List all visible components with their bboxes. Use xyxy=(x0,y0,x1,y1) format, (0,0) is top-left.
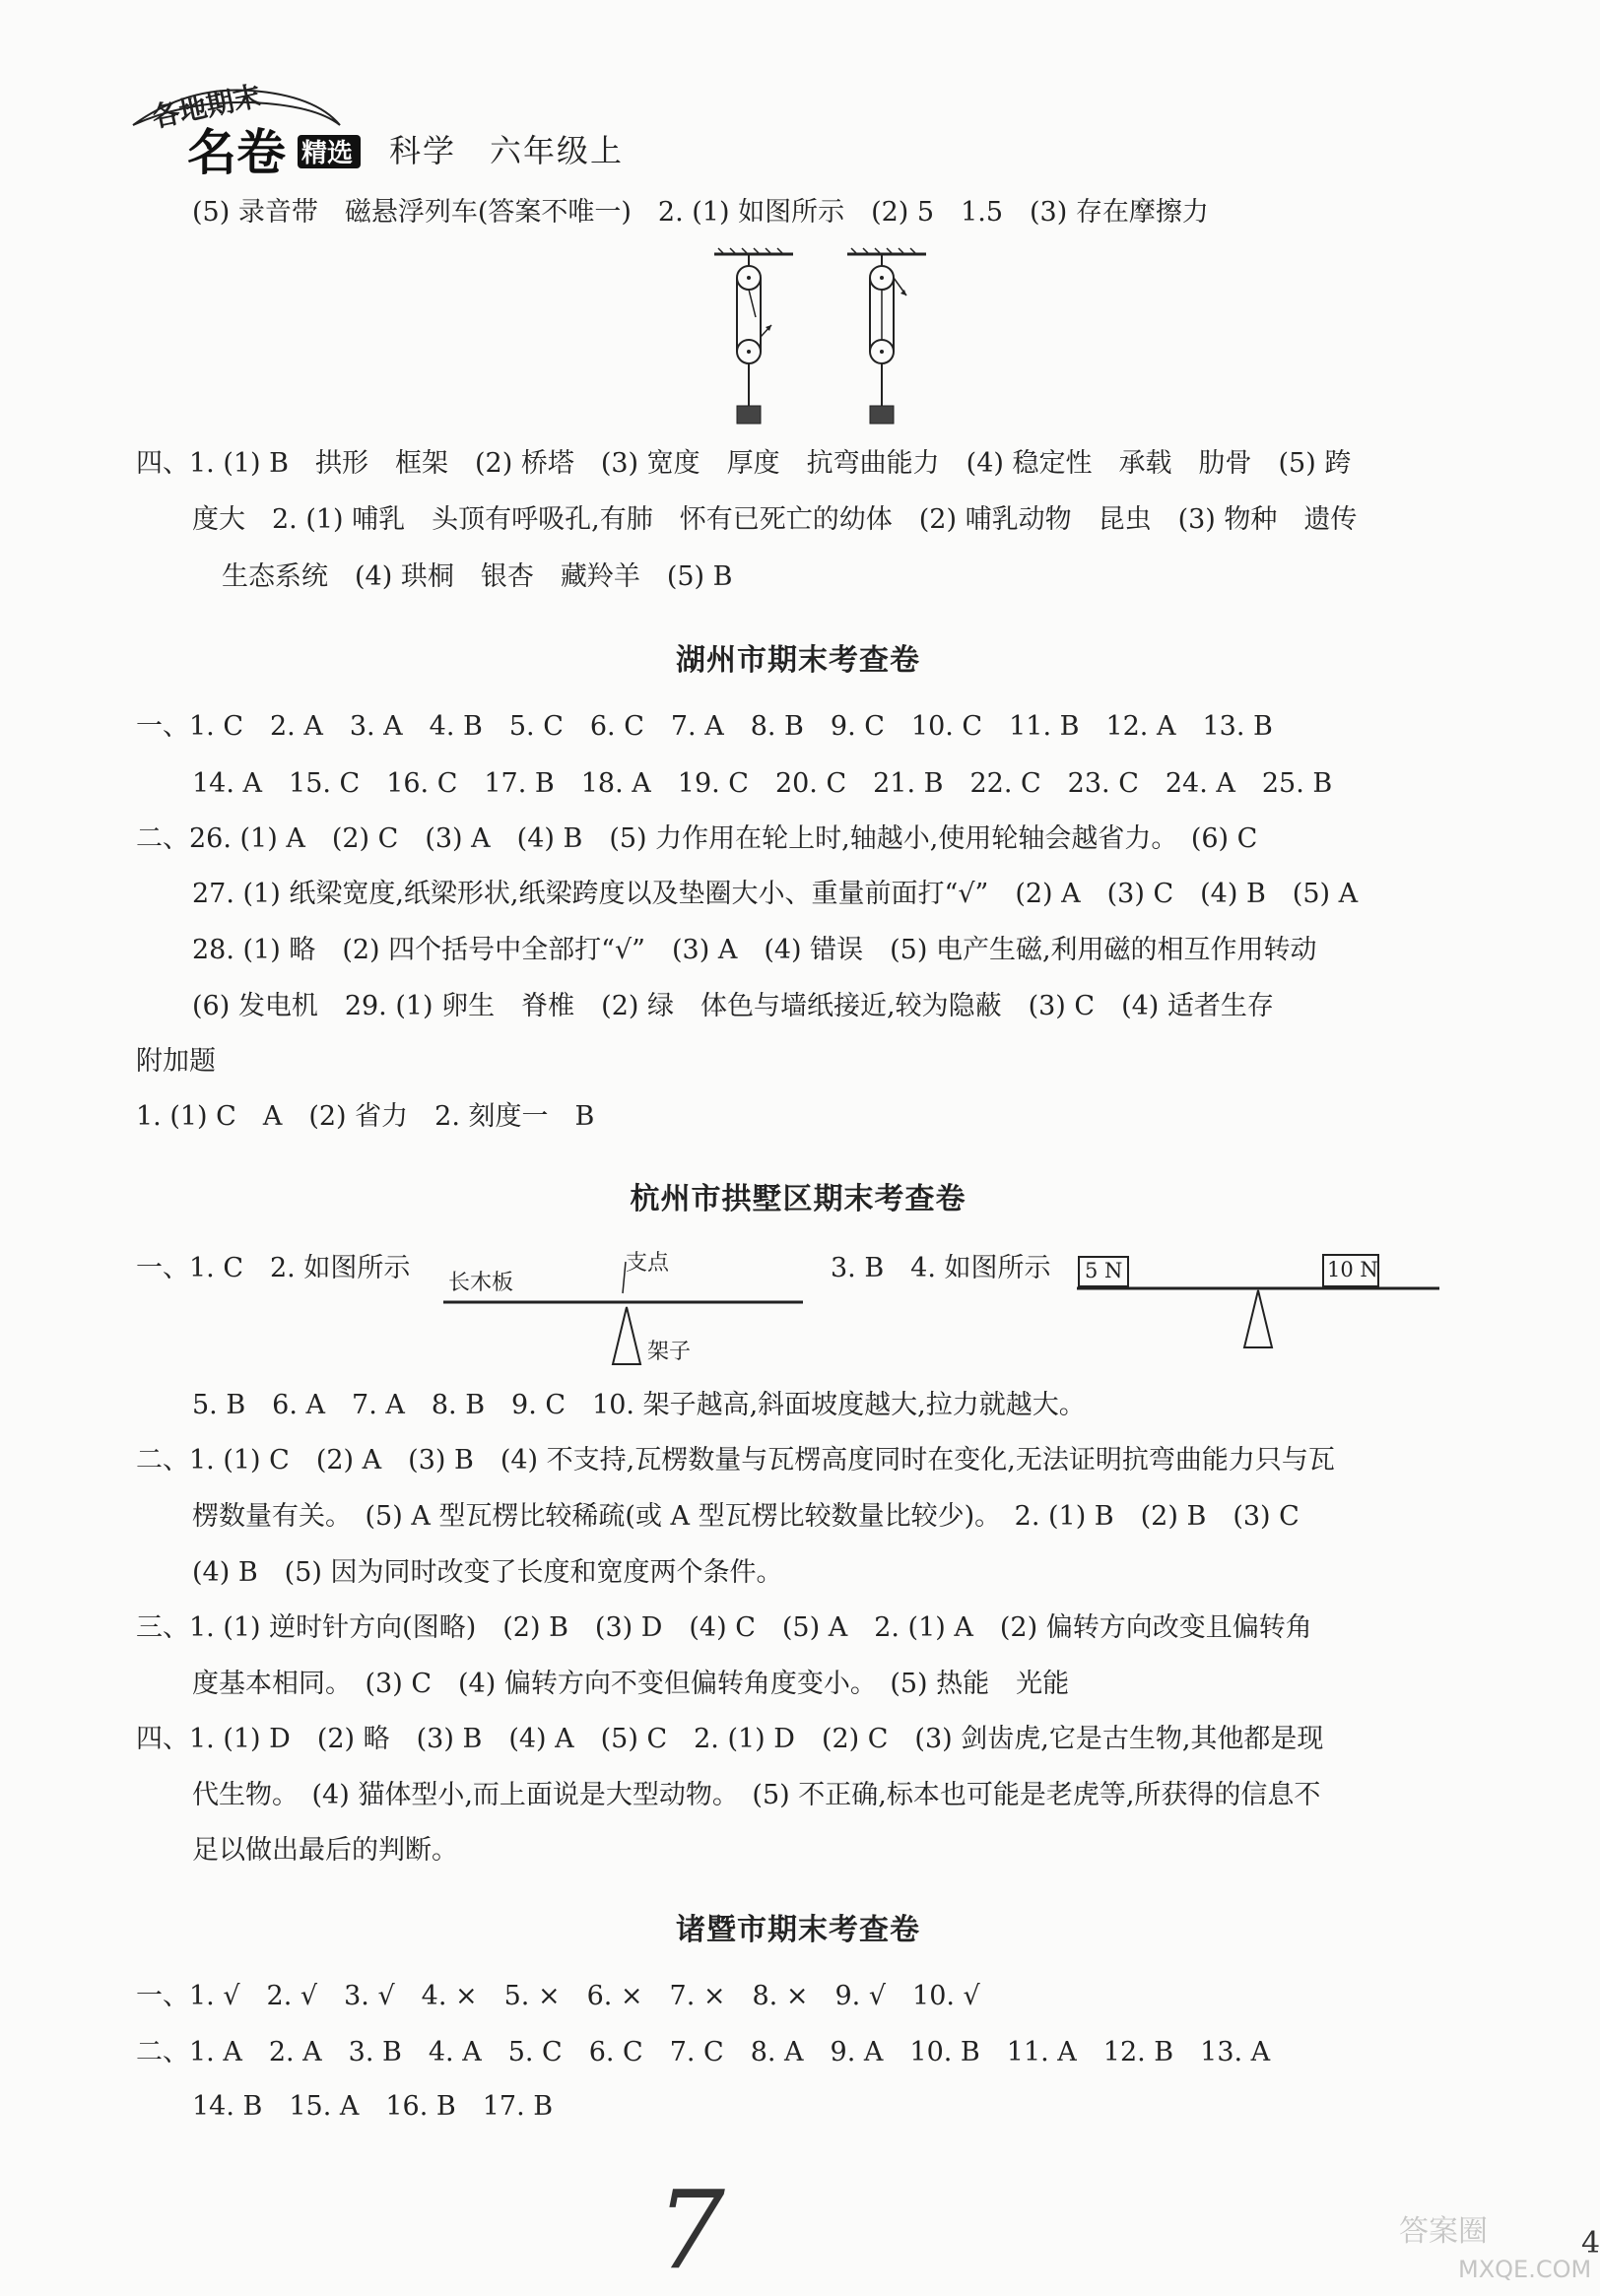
watermark: 答案圈 xyxy=(1399,2214,1488,2249)
text-line: 5. B 6. A 7. A 8. B 9. C 10. 架子越高,斜面坡度越大,拉力就越大。 xyxy=(192,1390,1086,1420)
text-line: 1. (1) C A (2) 省力 2. 刻度一 B xyxy=(136,1101,595,1132)
text-line: (6) 发电机 29. (1) 卵生 脊椎 (2) 绿 体色与墙纸接近,较为隐蔽 (3) C (4) 适者生存 xyxy=(192,991,1274,1021)
section-title: 湖州市期末考查卷 xyxy=(676,643,920,678)
lever-diagram-2 xyxy=(1077,1249,1441,1357)
text-line: 楞数量有关。 (5) A 型瓦楞比较稀疏(或 A 型瓦楞比较数量比较少)。 2. (1) B (2) B (3) C xyxy=(192,1501,1300,1532)
text-line: 生态系统 (4) 珙桐 银杏 藏羚羊 (5) B xyxy=(222,561,733,592)
text-line: 代生物。 (4) 猫体型小,而上面说是大型动物。 (5) 不正确,标本也可能是老虎等,所获得的信息不 xyxy=(192,1780,1321,1810)
text-line: 3. B 4. 如图所示 xyxy=(831,1253,1051,1283)
stand-label: 架子 xyxy=(647,1340,692,1364)
text-line: 一、1. C 2. 如图所示 xyxy=(136,1253,411,1283)
pulley-diagram-2 xyxy=(837,248,936,430)
text-line: 度基本相同。 (3) C (4) 偏转方向不变但偏转角度变小。 (5) 热能 光能 xyxy=(192,1669,1070,1699)
text-line: (4) B (5) 因为同时改变了长度和宽度两个条件。 xyxy=(192,1557,783,1588)
logo-text-3: 精选 xyxy=(301,139,354,168)
text-line: 一、1. C 2. A 3. A 4. B 5. C 6. C 7. A 8. B 9. C 10. C 11. B 12. A 13. B xyxy=(136,711,1273,742)
section-title: 诸暨市期末考查卷 xyxy=(676,1913,920,1947)
text-line: 二、1. A 2. A 3. B 4. A 5. C 6. C 7. C 8. A 9. A 10. B 11. A 12. B 13. A xyxy=(136,2037,1271,2067)
text-line: 27. (1) 纸梁宽度,纸梁形状,纸梁跨度以及垫圈大小、重量前面打“√” (2) A (3) C (4) B (5) A xyxy=(192,879,1359,909)
text-line: 二、1. (1) C (2) A (3) B (4) 不支持,瓦楞数量与瓦楞高度同时在变化,无法证明抗弯曲能力只与瓦 xyxy=(136,1445,1335,1476)
pulley-diagram-1 xyxy=(704,248,803,430)
text-line: 14. B 15. A 16. B 17. B xyxy=(192,2091,554,2122)
lever-diagram-1 xyxy=(443,1246,808,1374)
right-weight-label: 10 N xyxy=(1327,1258,1378,1281)
text-line: 度大 2. (1) 哺乳 头顶有呼吸孔,有肺 怀有已死亡的幼体 (2) 哺乳动物 昆虫 (3) 物种 遗传 xyxy=(192,504,1358,535)
pivot-label: 支点 xyxy=(626,1251,670,1276)
left-weight-label: 5 N xyxy=(1085,1259,1123,1282)
text-line: 足以做出最后的判断。 xyxy=(192,1835,458,1866)
series-logo xyxy=(128,81,374,179)
text-line: (5) 录音带 磁悬浮列车(答案不唯一) 2. (1) 如图所示 (2) 5 1.5 (3) 存在摩擦力 xyxy=(192,197,1209,228)
text-line: 三、1. (1) 逆时针方向(图略) (2) B (3) D (4) C (5) A 2. (1) A (2) 偏转方向改变且偏转角 xyxy=(136,1612,1312,1643)
text-line: 14. A 15. C 16. C 17. B 18. A 19. C 20. C 21. B 22. C 23. C 24. A 25. B xyxy=(192,768,1333,799)
handwritten-number: 7 xyxy=(656,2167,725,2293)
watermark-url: MXQE.COM xyxy=(1458,2256,1592,2283)
section-title: 杭州市拱墅区期末考查卷 xyxy=(630,1182,967,1216)
bonus-heading: 附加题 xyxy=(136,1046,216,1077)
logo-text-1: 各地期末 xyxy=(149,79,264,135)
text-line: 二、26. (1) A (2) C (3) A (4) B (5) 力作用在轮上时,轴越小,使用轮轴会越省力。 (6) C xyxy=(136,823,1258,854)
text-line: 四、1. (1) B 拱形 框架 (2) 桥塔 (3) 宽度 厚度 抗弯曲能力 (4) 稳定性 承载 肋骨 (5) 跨 xyxy=(136,448,1352,479)
board-label: 长木板 xyxy=(448,1271,514,1295)
text-line: 一、1. √ 2. √ 3. √ 4. × 5. × 6. × 7. × 8. × 9. √ 10. √ xyxy=(136,1981,980,2011)
subject-heading: 科学 六年级上 xyxy=(389,132,625,169)
text-line: 四、1. (1) D (2) 略 (3) B (4) A (5) C 2. (1) D (2) C (3) 剑齿虎,它是古生物,其他都是现 xyxy=(136,1724,1324,1754)
text-line: 28. (1) 略 (2) 四个括号中全部打“√” (3) A (4) 错误 (5) 电产生磁,利用磁的相互作用转动 xyxy=(192,935,1317,965)
page-number: 4 xyxy=(1581,2226,1600,2261)
logo-text-2: 名卷 xyxy=(187,123,286,181)
